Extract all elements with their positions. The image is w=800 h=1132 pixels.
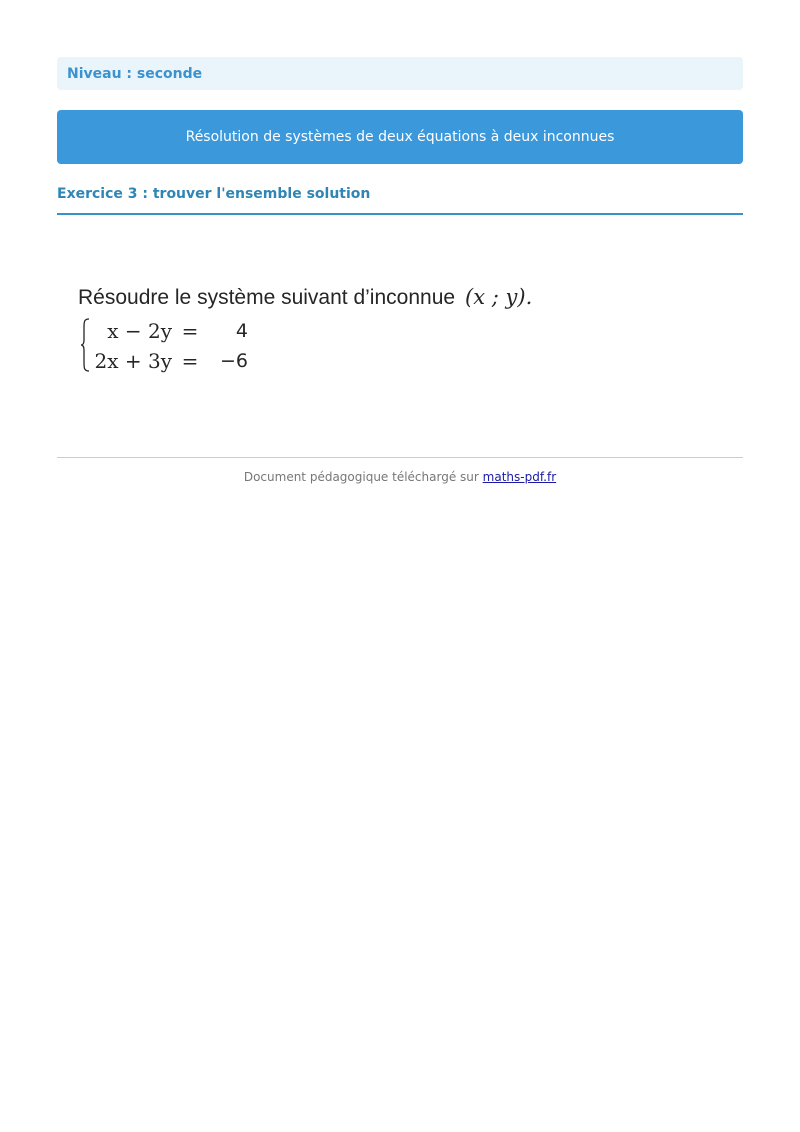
equation-row [94,316,248,346]
footer-divider [57,457,743,458]
statement-line [78,283,678,312]
footer-text: Document pédagogique téléchargé sur [243,470,479,484]
level-bar [57,57,743,90]
title-banner [57,110,743,164]
unknowns-notation: (x ; y). [465,285,533,309]
exercise-statement [78,283,678,376]
footer [0,470,800,484]
equation-sign: = [181,349,199,373]
equation-row [94,346,248,376]
statement-text: Résoudre le système suivant d’inconnue [78,286,456,309]
exercise-heading [57,186,743,215]
equation-system [78,316,678,376]
level-label: Niveau : seconde [67,65,203,82]
equation-lhs: x − 2y [107,319,172,343]
exercise-heading-text: Exercice 3 : trouver l'ensemble solution [57,186,371,202]
equations [94,316,248,376]
equation-rhs: 4 [235,320,248,342]
footer-link[interactable]: maths-pdf.fr [482,470,557,484]
equation-sign: = [181,319,199,343]
page-title: Résolution de systèmes de deux équations à deux inconnues [185,129,615,145]
equation-rhs: −6 [219,350,248,372]
left-brace-icon [80,318,90,372]
equation-lhs: 2x + 3y [94,349,172,373]
